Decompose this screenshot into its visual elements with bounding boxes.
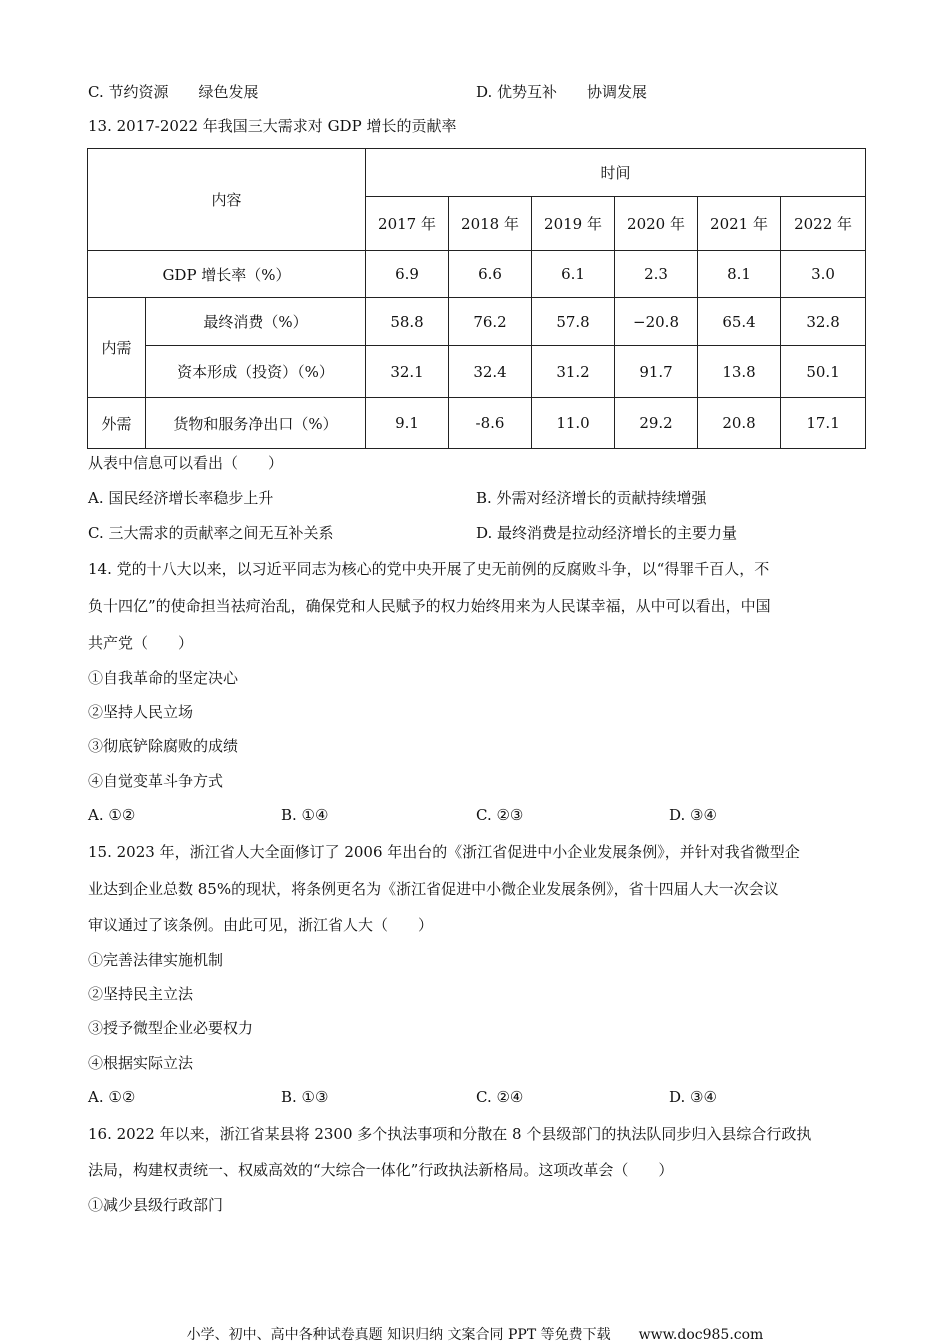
table-cell: 2.3 (615, 251, 698, 298)
year-cell: 2021 年 (698, 197, 781, 251)
table-cell: 20.8 (698, 398, 781, 449)
header-time: 时间 (366, 149, 866, 197)
table-cell: 9.1 (366, 398, 449, 449)
q12-option-d: D. 优势互补 协调发展 (476, 83, 648, 101)
q14-item-4: ④自觉变革斗争方式 (88, 772, 224, 790)
table-cell: 13.8 (698, 346, 781, 398)
header-content: 内容 (88, 149, 366, 251)
domestic-demand-label: 内需 (88, 298, 146, 398)
table-cell: 6.1 (532, 251, 615, 298)
q16-stem-line2: 法局，构建权责统一、权威高效的“大综合一体化”行政执法新格局。这项改革会（ ） (88, 1161, 674, 1179)
page-footer: 小学、初中、高中各种试卷真题 知识归纳 文案合同 PPT 等免费下载 www.doc985.com (186, 1327, 764, 1343)
q13-title: 13. 2017-2022 年我国三大需求对 GDP 增长的贡献率 (88, 117, 457, 135)
q14-option-d: D. ③④ (669, 806, 717, 824)
table-cell: -8.6 (449, 398, 532, 449)
net-export-label: 货物和服务净出口（%） (146, 398, 366, 449)
table-cell: −20.8 (615, 298, 698, 346)
q15-option-c: C. ②④ (476, 1088, 524, 1106)
q15-item-1: ①完善法律实施机制 (88, 951, 224, 969)
q15-item-2: ②坚持民主立法 (88, 985, 194, 1003)
q14-item-1: ①自我革命的坚定决心 (88, 669, 239, 687)
year-cell: 2020 年 (615, 197, 698, 251)
q16-stem-line1: 16. 2022 年以来，浙江省某县将 2300 多个执法事项和分散在 8 个县级部门的执法队同步归入县综合行政执 (88, 1125, 812, 1143)
table-cell: 31.2 (532, 346, 615, 398)
q14-option-c: C. ②③ (476, 806, 524, 824)
table-cell: 11.0 (532, 398, 615, 449)
q13-option-c: C. 三大需求的贡献率之间无互补关系 (88, 524, 334, 542)
q15-stem-line2: 业达到企业总数 85%的现状，将条例更名为《浙江省促进中小微企业发展条例》，省十四届人大一次会议 (88, 880, 779, 898)
table-cell: 6.9 (366, 251, 449, 298)
table-cell: 29.2 (615, 398, 698, 449)
table-cell: 50.1 (781, 346, 866, 398)
table-cell: 8.1 (698, 251, 781, 298)
q14-option-a: A. ①② (88, 806, 136, 824)
table-cell: 32.1 (366, 346, 449, 398)
table-cell: 32.8 (781, 298, 866, 346)
gdp-growth-label: GDP 增长率（%） (88, 251, 366, 298)
year-cell: 2018 年 (449, 197, 532, 251)
table-cell: 58.8 (366, 298, 449, 346)
q13-stem: 从表中信息可以看出（ ） (88, 454, 284, 472)
final-consumption-label: 最终消费（%） (146, 298, 366, 346)
q13-option-b: B. 外需对经济增长的贡献持续增强 (476, 489, 707, 507)
q14-option-b: B. ①④ (281, 806, 329, 824)
q14-stem-line2: 负十四亿”的使命担当祛疴治乱，确保党和人民赋予的权力始终用来为人民谋幸福，从中可以看出，中国 (88, 597, 771, 615)
q12-option-c: C. 节约资源 绿色发展 (88, 83, 259, 101)
gdp-contribution-table (87, 148, 866, 449)
year-cell: 2019 年 (532, 197, 615, 251)
q15-option-b: B. ①③ (281, 1088, 329, 1106)
q15-option-a: A. ①② (88, 1088, 136, 1106)
capital-formation-label: 资本形成（投资）（%） (146, 346, 366, 398)
table-cell: 57.8 (532, 298, 615, 346)
table-cell: 32.4 (449, 346, 532, 398)
table-cell: 76.2 (449, 298, 532, 346)
q15-stem-line3: 审议通过了该条例。由此可见，浙江省人大（ ） (88, 916, 434, 934)
table-cell: 91.7 (615, 346, 698, 398)
q13-option-a: A. 国民经济增长率稳步上升 (88, 489, 274, 507)
q14-item-3: ③彻底铲除腐败的成绩 (88, 737, 239, 755)
q14-stem-line1: 14. 党的十八大以来，以习近平同志为核心的党中央开展了史无前例的反腐败斗争，以“得罪千百人，不 (88, 560, 770, 578)
q16-item-1: ①减少县级行政部门 (88, 1196, 224, 1214)
q13-option-d: D. 最终消费是拉动经济增长的主要力量 (476, 524, 738, 542)
external-demand-label: 外需 (88, 398, 146, 449)
q15-item-3: ③授予微型企业必要权力 (88, 1019, 254, 1037)
table-cell: 17.1 (781, 398, 866, 449)
q14-stem-line3: 共产党（ ） (88, 634, 194, 652)
table-cell: 3.0 (781, 251, 866, 298)
q15-stem-line1: 15. 2023 年，浙江省人大全面修订了 2006 年出台的《浙江省促进中小企业发展条例》，并针对我省微型企 (88, 843, 800, 861)
year-cell: 2017 年 (366, 197, 449, 251)
table-cell: 65.4 (698, 298, 781, 346)
q15-item-4: ④根据实际立法 (88, 1054, 194, 1072)
table-cell: 6.6 (449, 251, 532, 298)
year-cell: 2022 年 (781, 197, 866, 251)
q14-item-2: ②坚持人民立场 (88, 703, 194, 721)
q15-option-d: D. ③④ (669, 1088, 717, 1106)
